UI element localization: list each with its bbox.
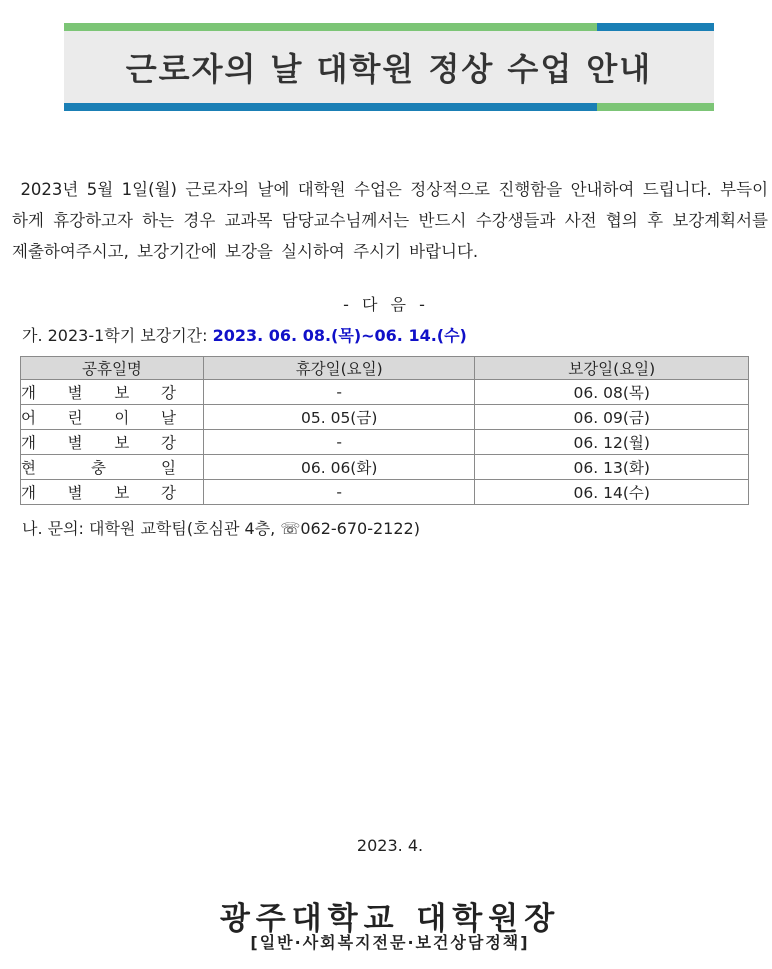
table-row [21,430,749,455]
period-value: 2023. 06. 08.(목)~06. 14.(수) [212,326,467,345]
makeup-period [22,323,467,346]
schedule-table [20,356,749,505]
holiday-char: 개 [21,434,36,452]
makeup-day: 06. 14(수) [475,480,749,505]
next-heading: - 다 음 - [343,295,429,314]
makeup-day: 06. 09(금) [475,405,749,430]
holiday-char: 일 [161,459,176,477]
holiday-char: 보 [114,434,130,452]
off-day: - [203,430,475,455]
intro-paragraph [12,174,768,267]
holiday-char: 개 [21,384,36,402]
signer-department: [일반·사회복지전문·보건상담정책] [250,933,530,952]
holiday-char: 보 [114,384,130,402]
header-holiday: 공휴일명 [21,357,204,380]
holiday-char: 충 [91,459,106,477]
table-header-row [21,357,749,380]
table-row [21,480,749,505]
holiday-name [21,430,204,455]
holiday-char: 현 [21,459,36,477]
table-row [21,455,749,480]
off-day: 05. 05(금) [203,405,475,430]
table-row [21,380,749,405]
banner-bottom-stripe [64,103,714,111]
banner-body [64,31,714,103]
holiday-char: 강 [161,484,176,502]
issue-date: 2023. 4. [356,836,424,855]
holiday-char: 별 [67,484,83,502]
intro-text: 2023년 5월 1일(월) 근로자의 날에 대학원 수업은 정상적으로 진행함을 안내하여 드립니다. 부득이하게 휴강하고자 하는 경우 교과목 담당교수님께서는 반드시 수강생들과 사전 협의 후 보강계획서를 제출하여주시고, 보강기간에 보강을 실시하여 주시기 바랍니다. [12,180,769,261]
signer-name: 광주대학교 대학원장 [219,901,561,937]
holiday-char: 별 [67,434,83,452]
holiday-char: 보 [114,484,130,502]
off-day: 06. 06(화) [203,455,475,480]
makeup-day: 06. 12(월) [475,430,749,455]
banner-top-stripe [64,23,714,31]
off-day: - [203,480,475,505]
period-label: 가. 2023-1학기 보강기간: [22,326,208,345]
makeup-day: 06. 13(화) [475,455,749,480]
table-row [21,405,749,430]
page-title: 근로자의 날 대학원 정상 수업 안내 [125,50,653,88]
holiday-char: 이 [114,409,130,427]
holiday-name [21,405,204,430]
holiday-char: 강 [161,434,176,452]
holiday-char: 별 [67,384,83,402]
makeup-day: 06. 08(목) [475,380,749,405]
title-banner [64,23,714,111]
holiday-char: 어 [21,409,36,427]
header-off-day: 휴강일(요일) [203,357,475,380]
contact-info: 나. 문의: 대학원 교학팀(호심관 4층, ☏062-670-2122) [22,519,420,538]
holiday-char: 날 [161,409,176,427]
holiday-char: 린 [67,409,83,427]
holiday-name [21,455,204,480]
holiday-name [21,480,204,505]
header-makeup-day: 보강일(요일) [475,357,749,380]
holiday-name [21,380,204,405]
holiday-char: 개 [21,484,36,502]
holiday-char: 강 [161,384,176,402]
off-day: - [203,380,475,405]
